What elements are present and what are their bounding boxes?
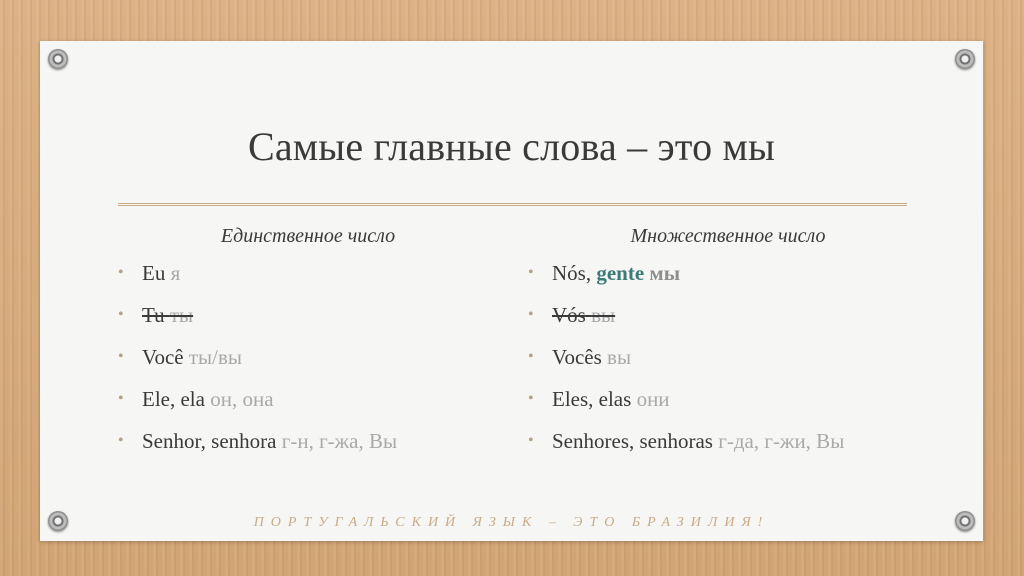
word: Senhores, senhoras (552, 429, 713, 453)
bullet-icon: • (528, 432, 534, 449)
word: Tu (142, 303, 165, 327)
plural-list (528, 258, 928, 468)
list-item (528, 426, 928, 468)
slide-card (40, 41, 983, 541)
list-item (528, 300, 928, 342)
singular-list (118, 258, 498, 468)
word: Eles, elas (552, 387, 632, 411)
singular-heading: Единственное число (220, 225, 396, 247)
list-item (528, 258, 928, 300)
word: Vós (552, 303, 586, 327)
bullet-icon: • (118, 432, 124, 449)
word: Eu (142, 261, 166, 285)
word: Vocês (552, 345, 602, 369)
translation: ты (169, 303, 194, 327)
list-item (118, 258, 498, 300)
translation: г-да, г-жи, Вы (718, 429, 845, 453)
word: Senhor, senhora (142, 429, 277, 453)
slide-title: Самые главные слова – это мы (247, 124, 776, 169)
bullet-icon: • (528, 348, 534, 365)
pin-icon (48, 49, 68, 69)
bullet-icon: • (118, 390, 124, 407)
list-item (528, 384, 928, 426)
plural-heading: Множественное число (630, 225, 826, 247)
bullet-icon: • (528, 306, 534, 323)
highlight-word: gente (596, 261, 645, 285)
pin-icon (955, 49, 975, 69)
translation: они (636, 387, 670, 411)
bullet-icon: • (528, 264, 534, 281)
word: Ele, ela (142, 387, 205, 411)
translation: вы (591, 303, 616, 327)
bullet-icon: • (118, 306, 124, 323)
bullet-icon: • (118, 348, 124, 365)
singular-column (118, 225, 498, 468)
plural-column (528, 225, 928, 468)
list-item (118, 300, 498, 342)
bullet-icon: • (118, 264, 124, 281)
translation: он, она (210, 387, 274, 411)
translation: вы (607, 345, 632, 369)
translation: я (170, 261, 181, 285)
translation: г-н, г-жа, Вы (281, 429, 398, 453)
slide-footer: ПОРТУГАЛЬСКИЙ ЯЗЫК – ЭТО БРАЗИЛИЯ! (253, 515, 770, 530)
list-item (118, 384, 498, 426)
word: Você (142, 345, 184, 369)
list-item (118, 426, 498, 468)
bullet-icon: • (528, 390, 534, 407)
translation: ты/вы (188, 345, 243, 369)
list-item (528, 342, 928, 384)
word: Nós, (552, 261, 592, 285)
title-divider (118, 203, 907, 206)
translation: мы (649, 261, 681, 285)
list-item (118, 342, 498, 384)
